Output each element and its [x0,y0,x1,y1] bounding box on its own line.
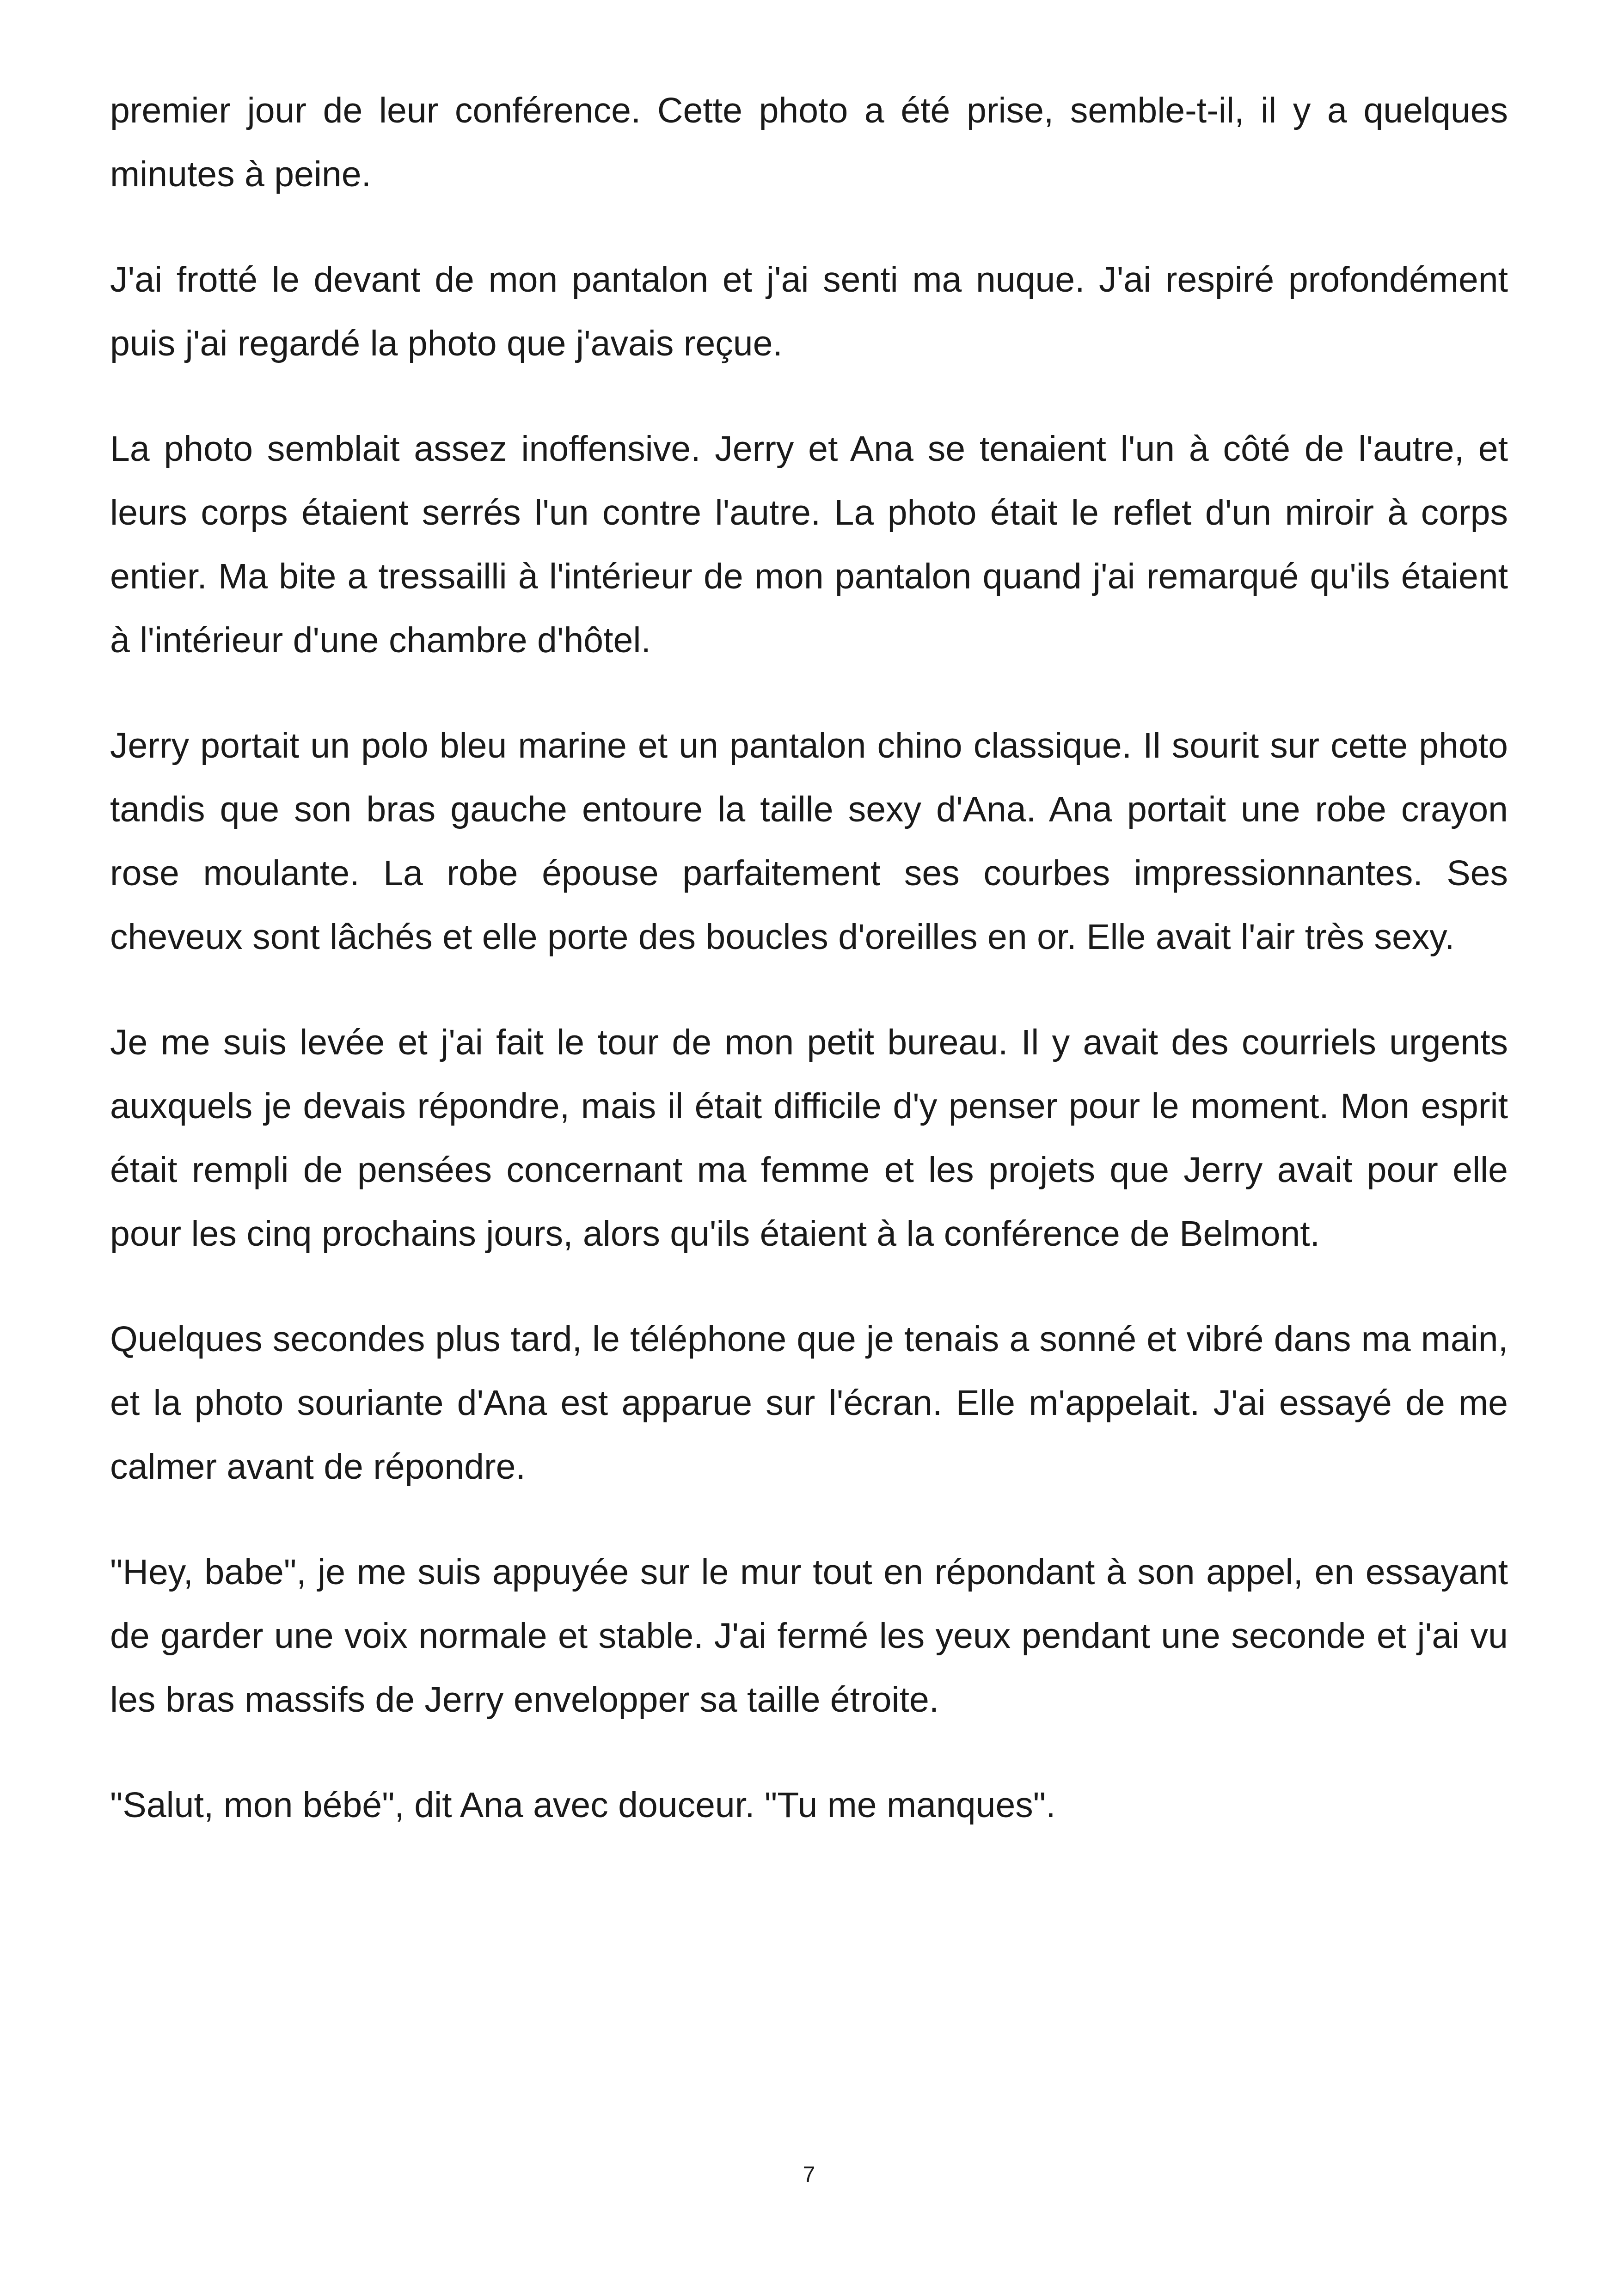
paragraph: premier jour de leur conférence. Cette photo a été prise, semble-t-il, il y a quelques minutes à peine. [110,91,1508,194]
paragraph: La photo semblait assez inoffensive. Jerry et Ana se tenaient l'un à côté de l'autre, et leurs corps étaient serrés l'un contre l'autre. La photo était le reflet d'un miroir à corps entier. Ma bite a tressailli à l'intérieur de mon pantalon quand j'ai remarqué qu'ils étaient à l'intérieur d'une chambre d'hôtel. [110,429,1508,660]
paragraph: "Salut, mon bébé", dit Ana avec douceur. "Tu me manques". [110,1785,1056,1825]
body-text [110,79,1508,1879]
page-number: 7 [803,2162,815,2187]
paragraph: Jerry portait un polo bleu marine et un pantalon chino classique. Il sourit sur cette photo tandis que son bras gauche entoure la taille sexy d'Ana. Ana portait une robe crayon rose moulante. La robe épouse parfaitement ses courbes impressionnantes. Ses cheveux sont lâchés et elle porte des boucles d'oreilles en or. Elle avait l'air très sexy. [110,726,1508,957]
paragraph: Je me suis levée et j'ai fait le tour de mon petit bureau. Il y avait des courriels urgents auxquels je devais répondre, mais il était difficile d'y penser pour le moment. Mon esprit était rempli de pensées concernant ma femme et les projets que Jerry avait pour elle pour les cinq prochains jours, alors qu'ils étaient à la conférence de Belmont. [110,1022,1508,1254]
paragraph: Quelques secondes plus tard, le téléphone que je tenais a sonné et vibré dans ma main, et la photo souriante d'Ana est apparue sur l'écran. Elle m'appelait. J'ai essayé de me calmer avant de répondre. [110,1319,1508,1487]
paragraph: "Hey, babe", je me suis appuyée sur le mur tout en répondant à son appel, en essayant de garder une voix normale et stable. J'ai fermé les yeux pendant une seconde et j'ai vu les bras massifs de Jerry envelopper sa taille étroite. [110,1552,1508,1720]
paragraph: J'ai frotté le devant de mon pantalon et j'ai senti ma nuque. J'ai respiré profondément puis j'ai regardé la photo que j'avais reçue. [110,260,1508,363]
